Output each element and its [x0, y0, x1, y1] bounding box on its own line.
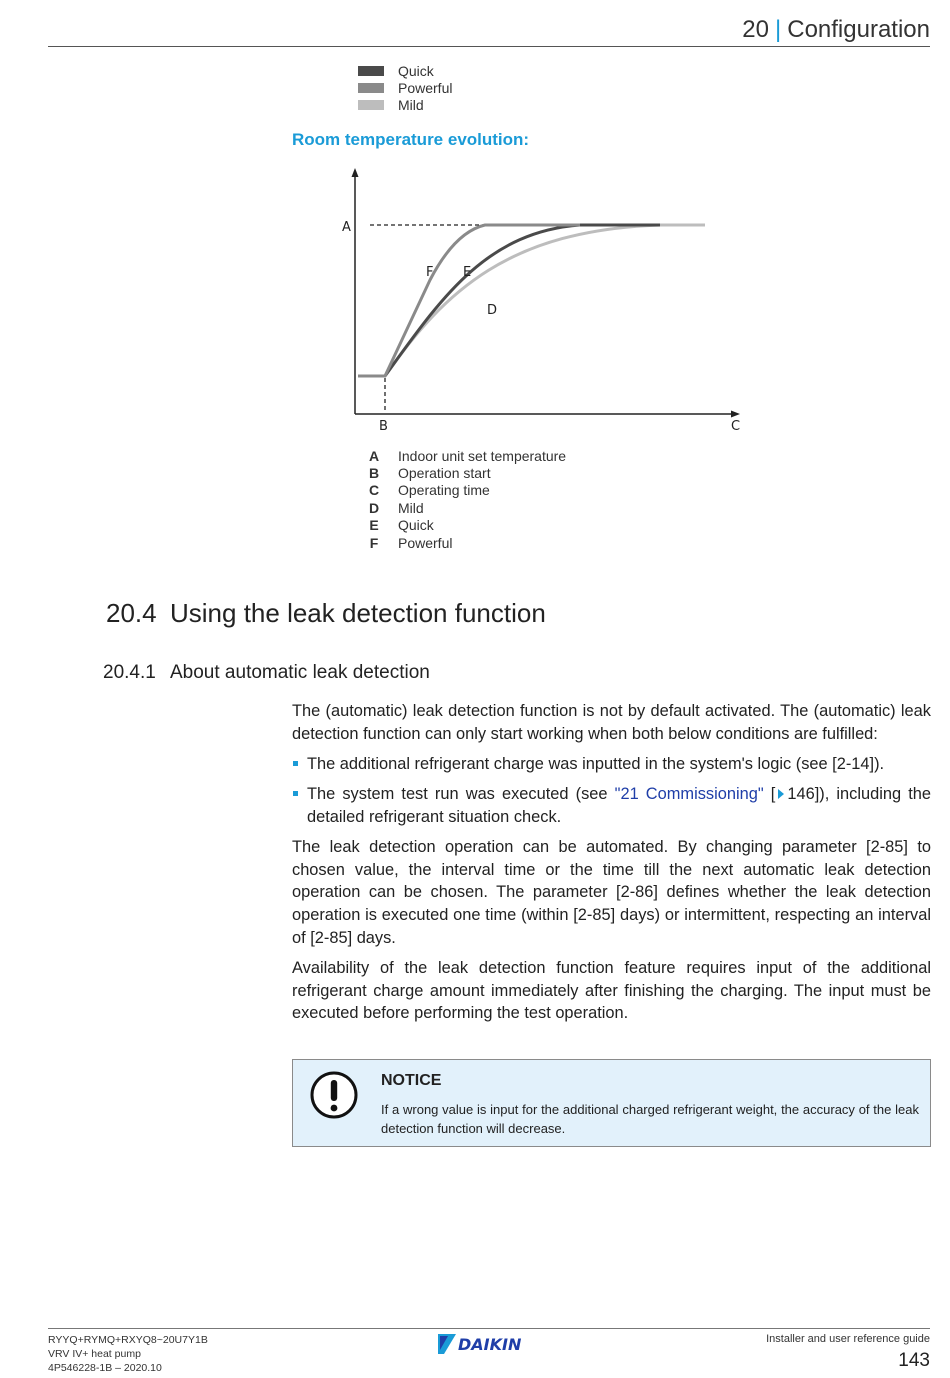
notice-box [292, 1059, 931, 1147]
key-text: Indoor unit set temperature [398, 447, 567, 464]
brand-name: DAIKIN [458, 1335, 522, 1354]
legend-label: Quick [398, 62, 434, 79]
section-heading [106, 598, 546, 629]
notice-title: NOTICE [381, 1072, 442, 1089]
legend-label: Mild [398, 96, 424, 113]
subsection-title: About automatic leak detection [170, 662, 430, 683]
paragraph: Availability of the leak detection function feature requires input of the additional refrigerant charge amount immediately after finishing the charging. The input must be executed before performing the test operation. [292, 959, 931, 1023]
y-axis-arrow [352, 168, 359, 177]
exclamation-circle-icon [309, 1070, 359, 1120]
label-b: B [379, 419, 388, 434]
curve-powerful [358, 225, 580, 376]
subsection-number: 20.4.1 [103, 662, 156, 683]
key-item [364, 481, 490, 498]
footer-left [48, 1333, 208, 1375]
key-letter: C [368, 481, 380, 498]
page-header [742, 16, 930, 44]
subsection-heading [103, 662, 430, 684]
footer-model: RYYQ+RYMQ+RXYQ8~20U7Y1B [48, 1334, 208, 1346]
label-c: C [731, 419, 741, 434]
curve-mild [385, 225, 705, 376]
legend-swatch-quick [358, 66, 384, 76]
header-separator: | [775, 16, 782, 43]
bullet-icon [293, 761, 298, 766]
chapter-number: 20 [742, 16, 769, 43]
key-letter: F [369, 534, 379, 551]
page-number: 143 [898, 1350, 930, 1371]
key-item [364, 534, 452, 551]
chapter-title: Configuration [787, 16, 930, 43]
label-e: E [463, 265, 472, 280]
list-item-text: The system test run was executed (see [307, 785, 615, 804]
bracket-open: [ [770, 785, 776, 804]
key-item [364, 447, 566, 464]
daikin-logo [438, 1333, 542, 1355]
key-text: Powerful [398, 534, 453, 551]
bullet-icon [293, 791, 298, 796]
x-axis-arrow [731, 411, 740, 418]
footer-product: VRV IV+ heat pump [48, 1348, 141, 1360]
key-item [364, 499, 424, 516]
figure-title: Room temperature evolution: [292, 130, 530, 149]
footer-doc-number: 4P546228-1B – 2020.10 [48, 1362, 162, 1374]
key-letter: A [368, 447, 380, 464]
conditions-list [292, 753, 931, 829]
curve-quick [385, 225, 660, 376]
notice-text: If a wrong value is input for the additional charged refrigerant weight, the accuracy of the leak detection function will decrease. [381, 1102, 919, 1136]
key-item [364, 516, 434, 533]
page-reference: 146]), including the detailed refrigerant situation check. [307, 785, 931, 826]
header-rule [48, 46, 930, 47]
footer-guide-title: Installer and user reference guide [766, 1333, 930, 1345]
label-a: A [342, 220, 351, 235]
room-temperature-diagram [330, 160, 750, 440]
key-letter: E [369, 516, 379, 533]
section-number: 20.4 [106, 598, 157, 628]
list-item [292, 783, 931, 828]
legend-item-powerful [358, 79, 452, 96]
page-ref-triangle-icon [778, 789, 784, 799]
key-letter: B [368, 464, 380, 481]
list-item [292, 753, 931, 776]
key-letter: D [368, 499, 380, 516]
paragraph: The leak detection operation can be automated. By changing parameter [2-85] to chosen value, the interval time or the time till the next automatic leak detection operation can be chosen. The parameter [2-86] defines whether the leak detection operation is executed one time (within [2-85] days) or intermittent, respecting an interval of [2-85] days. [292, 838, 931, 947]
body-text [292, 700, 931, 1033]
legend-swatch-powerful [358, 83, 384, 93]
paragraph: The (automatic) leak detection function is not by default activated. The (automatic) leak detection function can only start working when both below conditions are fulfilled: [292, 702, 931, 743]
legend-swatch-mild [358, 100, 384, 110]
list-item-text: The additional refrigerant charge was inputted in the system's logic (see [2-14]). [307, 754, 885, 773]
legend-label: Powerful [398, 79, 453, 96]
commissioning-link[interactable]: "21 Commissioning" [614, 785, 764, 804]
label-d: D [487, 303, 498, 318]
key-text: Operating time [398, 481, 490, 498]
footer-rule [48, 1328, 930, 1329]
key-item [364, 464, 491, 481]
section-title: Using the leak detection function [170, 598, 546, 628]
legend-item-quick [358, 62, 434, 79]
legend-item-mild [358, 96, 424, 113]
label-f: F [426, 265, 434, 280]
key-text: Operation start [398, 464, 491, 481]
key-text: Mild [398, 499, 424, 516]
key-text: Quick [398, 516, 434, 533]
